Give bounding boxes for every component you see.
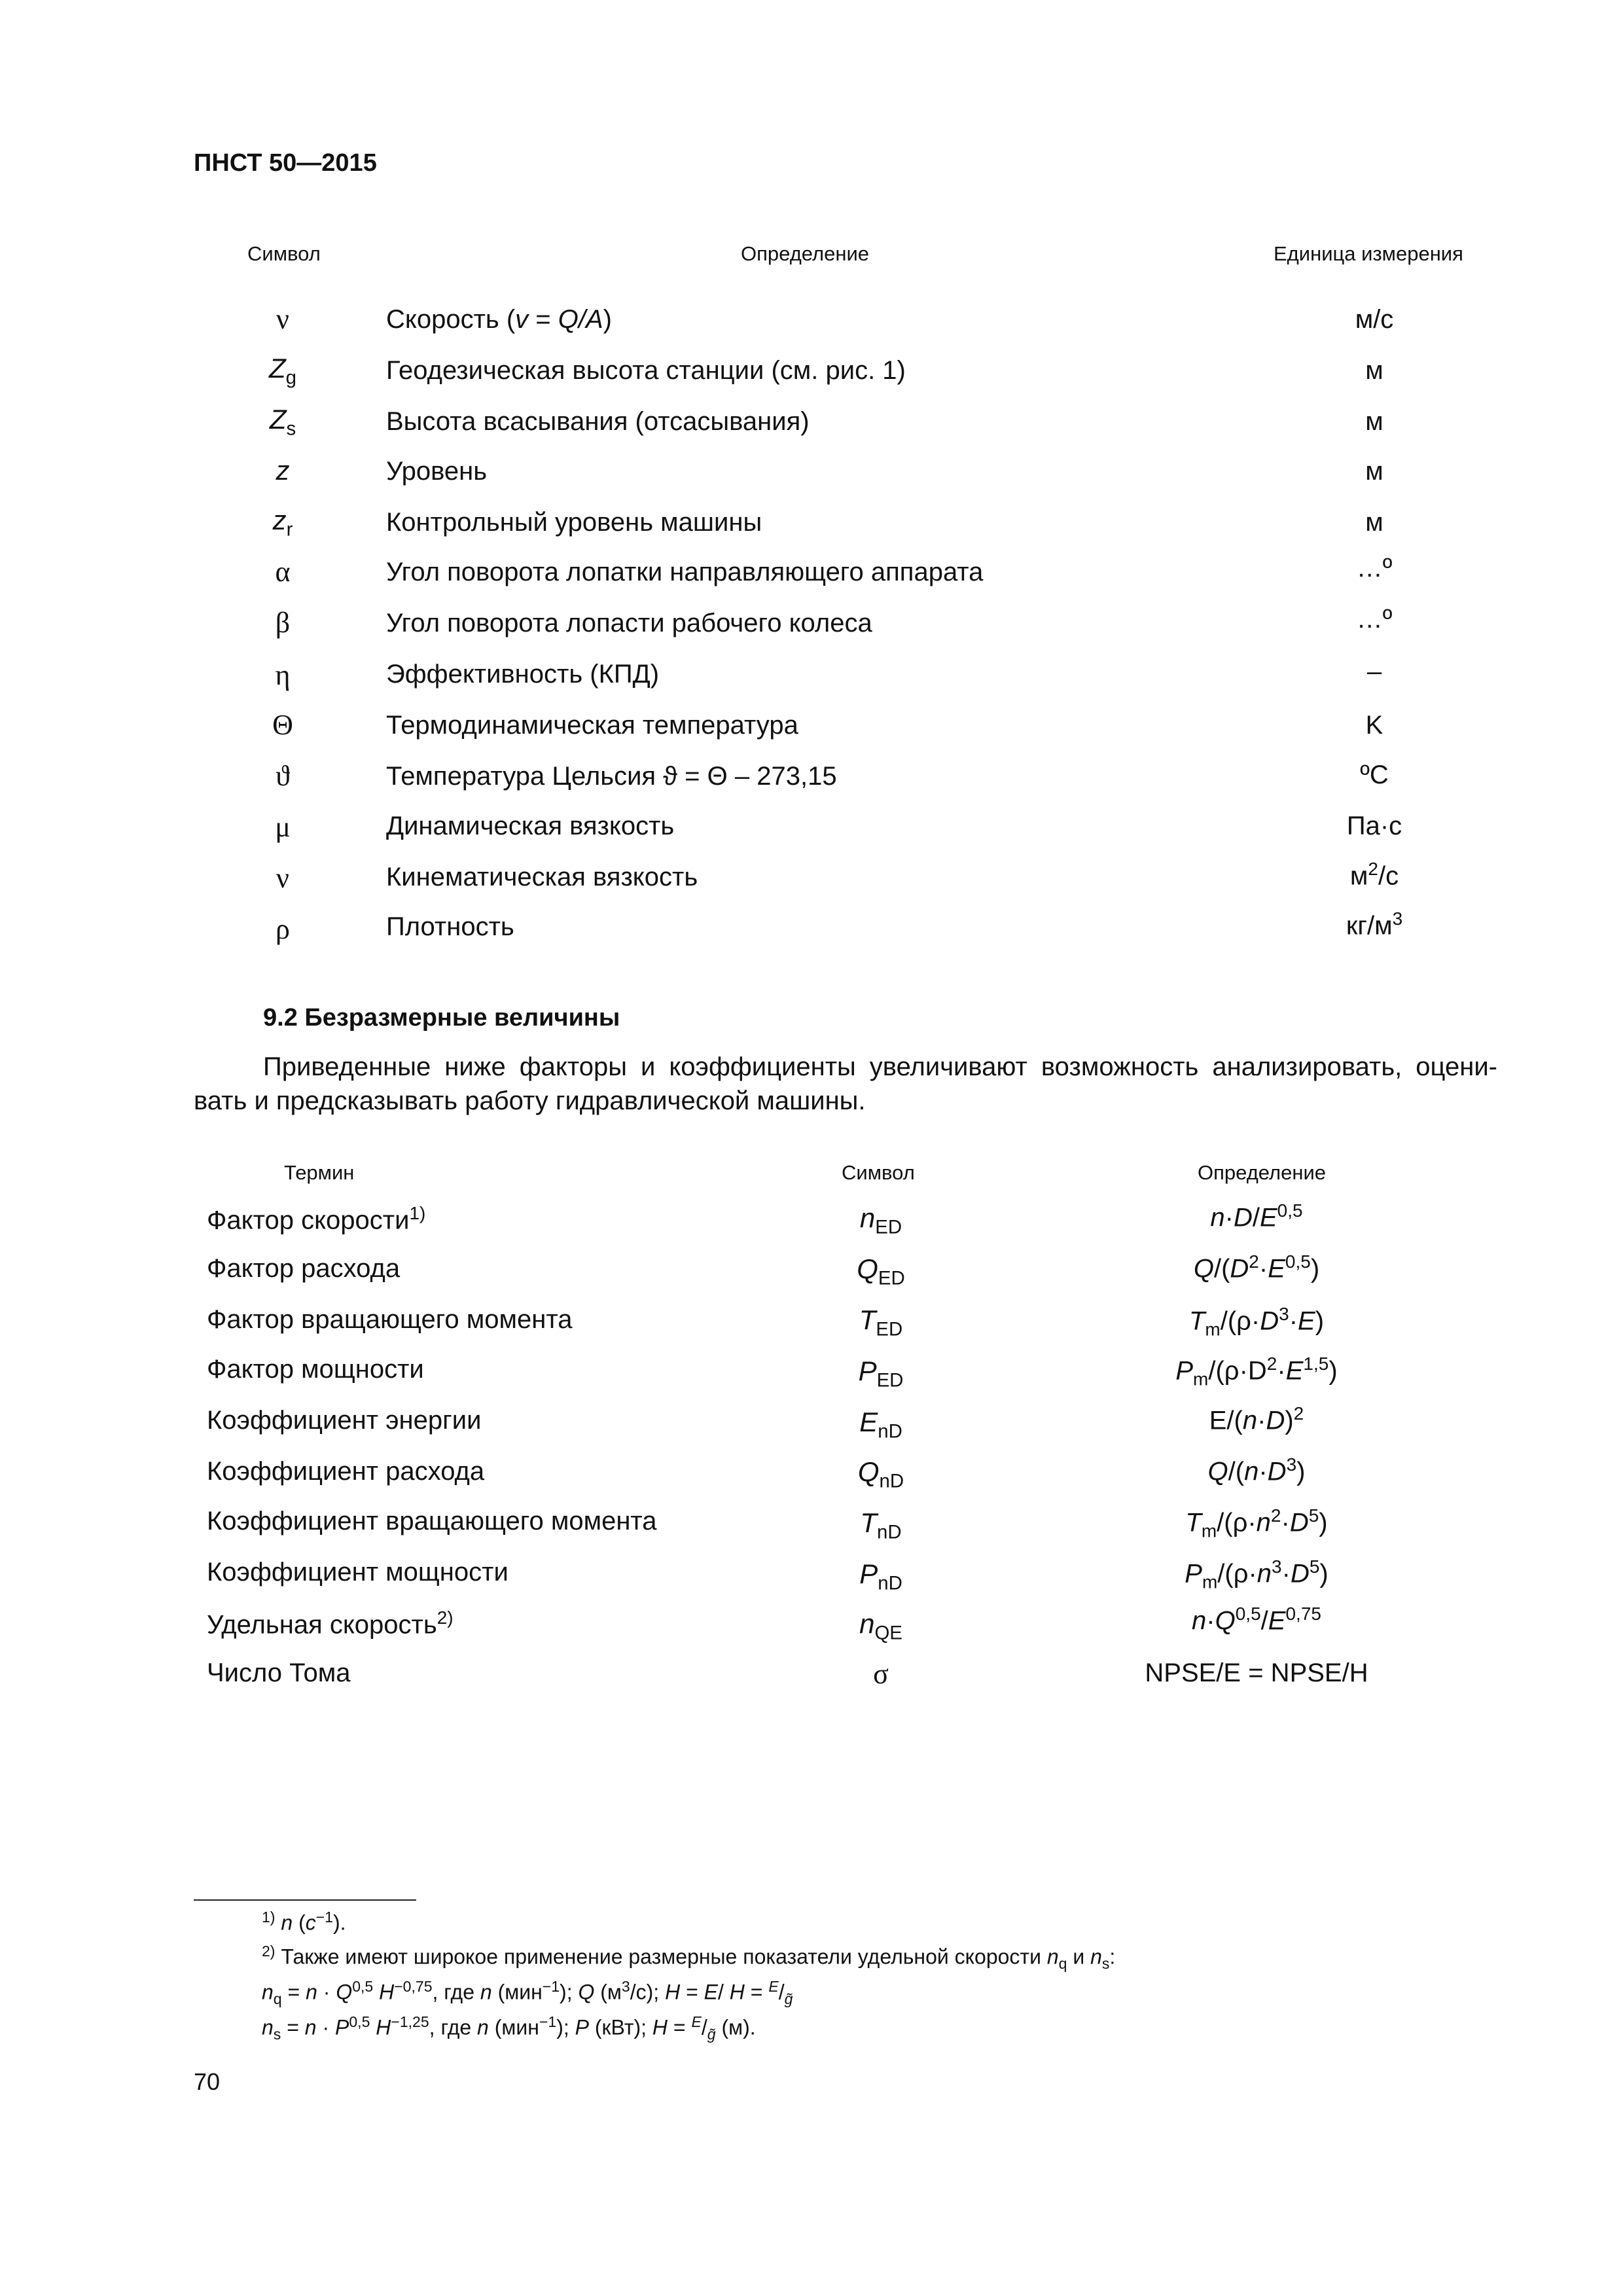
table2-row-definition: NPSE/E = NPSE/H xyxy=(1145,1659,1368,1687)
table1-row-unit: – xyxy=(1366,657,1382,686)
table2-row-term: Коэффициент расхода xyxy=(207,1457,485,1486)
table2-row-term: Фактор расхода xyxy=(207,1254,401,1283)
table1-row-unit: м xyxy=(1365,407,1383,436)
table1-row-definition: Угол поворота лопасти рабочего колеса xyxy=(386,609,872,637)
paragraph-line: вать и предсказывать работу гидравлической машины. xyxy=(194,1086,866,1115)
paragraph-line: Приведенные ниже факторы и коэффициенты увеличивают возможность анализировать, оцени- xyxy=(263,1052,1497,1081)
table1-row-symbol: z xyxy=(276,455,290,486)
table1-row-unit: Па·с xyxy=(1346,812,1402,840)
table2-row-symbol: $n_{QE}$ xyxy=(859,1608,902,1644)
section-paragraph xyxy=(194,1050,1497,1118)
table1-row-symbol: ν xyxy=(276,862,289,894)
table2-row-symbol: $n_{ED}$ xyxy=(859,1202,902,1238)
table1-row-definition: Кинематическая вязкость xyxy=(386,863,698,891)
table2-row-definition: $n\cdot D/E^{0,5}$ xyxy=(1210,1200,1303,1232)
table1-row-symbol: Θ xyxy=(272,709,293,741)
table1-row-definition: Температура Цельсия ϑ = Θ – 273,15 xyxy=(386,762,837,791)
table2-row-term: Коэффициент вращающего момента xyxy=(207,1507,657,1535)
page-number: 70 xyxy=(194,2068,221,2095)
table2-header-term: Термин xyxy=(284,1161,355,1184)
table1-header-unit: Единица измерения xyxy=(1274,242,1463,265)
table2-header-definition: Определение xyxy=(1198,1161,1327,1184)
table1-row-unit: $кг/м^3$ xyxy=(1346,908,1403,941)
table1-row-definition: Динамическая вязкость xyxy=(386,812,675,840)
table2-row-definition: $P_m/(\rho\cdot n^3\cdot D^5)$ xyxy=(1185,1556,1329,1592)
footnote-2: $^{2)}$ Также имеют широкое применение размерные показатели удельной скорости $n_q$ и $n_s$: xyxy=(262,1943,1116,1973)
table2-row-term: Коэффициент мощности xyxy=(207,1558,508,1587)
table1-row-symbol: μ xyxy=(275,811,291,843)
table2-row-term: Коэффициент энергии xyxy=(207,1406,482,1435)
table1-row-definition: Плотность xyxy=(386,912,514,941)
footnote-formula-ns: $n_s = n \cdot P^{0,5}$ $H^{-1,25}$, где n (мин$^{-1}$); P (кВт); $H = ^E/_{g̃}$ (м). xyxy=(262,2013,756,2043)
table1-row-symbol: β xyxy=(275,607,291,639)
table1-row-unit: $м^2/с$ xyxy=(1349,859,1399,891)
table2-header-symbol: Символ xyxy=(842,1161,915,1184)
footnote-formula-nq: $n_q = n \cdot Q^{0,5}$ $H^{-0,75}$, где n (мин$^{-1}$); Q $(м^3/с)$; H = E/ $H = ^E/_{g̃}$ xyxy=(262,1978,793,2008)
table1-row-symbol: $Z_s$ xyxy=(269,404,296,440)
table2-row-term: Удельная скорость$^{2)}$ xyxy=(207,1607,454,1640)
table1-row-unit: м xyxy=(1365,508,1383,537)
table2-row-definition: $P_m/(\rho\cdot D^2\cdot E^{1,5})$ xyxy=(1175,1354,1338,1390)
table1-row-definition: Термодинамическая температура xyxy=(386,711,798,740)
table2-row-symbol: $Q_{nD}$ xyxy=(857,1456,904,1492)
table2-row-symbol: $E_{nD}$ xyxy=(859,1407,902,1443)
table1-row-definition: Контрольный уровень машины xyxy=(386,508,762,537)
table1-row-definition: Геодезическая высота станции (см. рис. 1) xyxy=(386,356,906,385)
table1-row-unit: м/с xyxy=(1355,305,1394,334)
table2-row-definition: $T_m/(\rho\cdot n^2\cdot D^5)$ xyxy=(1185,1505,1328,1541)
table1-row-definition: Скорость (v = Q/A) xyxy=(386,305,612,334)
table1-row-unit: …º xyxy=(1356,605,1393,634)
table2-row-symbol: $P_{nD}$ xyxy=(859,1558,902,1594)
footnote-divider xyxy=(194,1899,416,1901)
table1-row-definition: Уровень xyxy=(386,457,488,486)
table2-row-symbol: $T_{nD}$ xyxy=(860,1507,902,1543)
table2-row-term: Фактор мощности xyxy=(207,1355,424,1384)
table2-row-symbol: σ xyxy=(873,1658,889,1690)
section-title: 9.2 Безразмерные величины xyxy=(263,1004,620,1031)
table1-row-symbol: α xyxy=(275,556,291,588)
table2-row-definition: $Q/(n\cdot D^3)$ xyxy=(1207,1454,1306,1486)
table1-row-symbol: $z_r$ xyxy=(272,505,293,541)
table1-row-symbol: η xyxy=(275,659,291,691)
table2-row-definition: $n\cdot Q^{0,5}/E^{0,75}$ xyxy=(1192,1604,1321,1636)
table2-row-definition: $Q/(D^2\cdot E^{0,5})$ xyxy=(1193,1251,1320,1283)
table1-row-symbol: ϑ xyxy=(276,760,290,792)
table2-row-definition: $T_m/(\rho\cdot D^3\cdot E)$ xyxy=(1188,1304,1325,1340)
table1-row-unit: K xyxy=(1365,711,1383,740)
table2-row-symbol: $Q_{ED}$ xyxy=(857,1253,905,1289)
table1-row-symbol: ρ xyxy=(276,913,290,945)
table1-header-definition: Определение xyxy=(741,242,870,265)
table1-row-symbol: ν xyxy=(276,303,289,335)
table1-row-unit: м xyxy=(1365,356,1383,385)
document-code: ПНСТ 50—2015 xyxy=(194,149,377,177)
table1-row-definition: Угол поворота лопатки направляющего аппарата xyxy=(386,558,984,586)
table1-row-unit: …º xyxy=(1356,554,1393,583)
table1-header-symbol: Символ xyxy=(247,242,321,265)
table1-row-definition: Высота всасывания (отсасывания) xyxy=(386,407,810,436)
table2-row-definition: $E/(n\cdot D)^2$ xyxy=(1209,1403,1304,1435)
footnote-1: $^{1)}$ n $(c^{-1})$. xyxy=(262,1909,346,1935)
table1-row-unit: м xyxy=(1365,457,1383,486)
table2-row-term: Фактор вращающего момента xyxy=(207,1305,573,1334)
table1-row-definition: Эффективность (КПД) xyxy=(386,660,660,689)
table2-row-term: Число Тома xyxy=(207,1659,351,1687)
table2-row-symbol: $T_{ED}$ xyxy=(859,1304,903,1340)
table1-row-symbol: $Z_g$ xyxy=(268,353,296,389)
table2-row-symbol: $P_{ED}$ xyxy=(858,1355,904,1391)
table2-row-term: Фактор скорости$^{1)}$ xyxy=(207,1203,426,1235)
table1-row-unit: ºC xyxy=(1360,761,1389,789)
